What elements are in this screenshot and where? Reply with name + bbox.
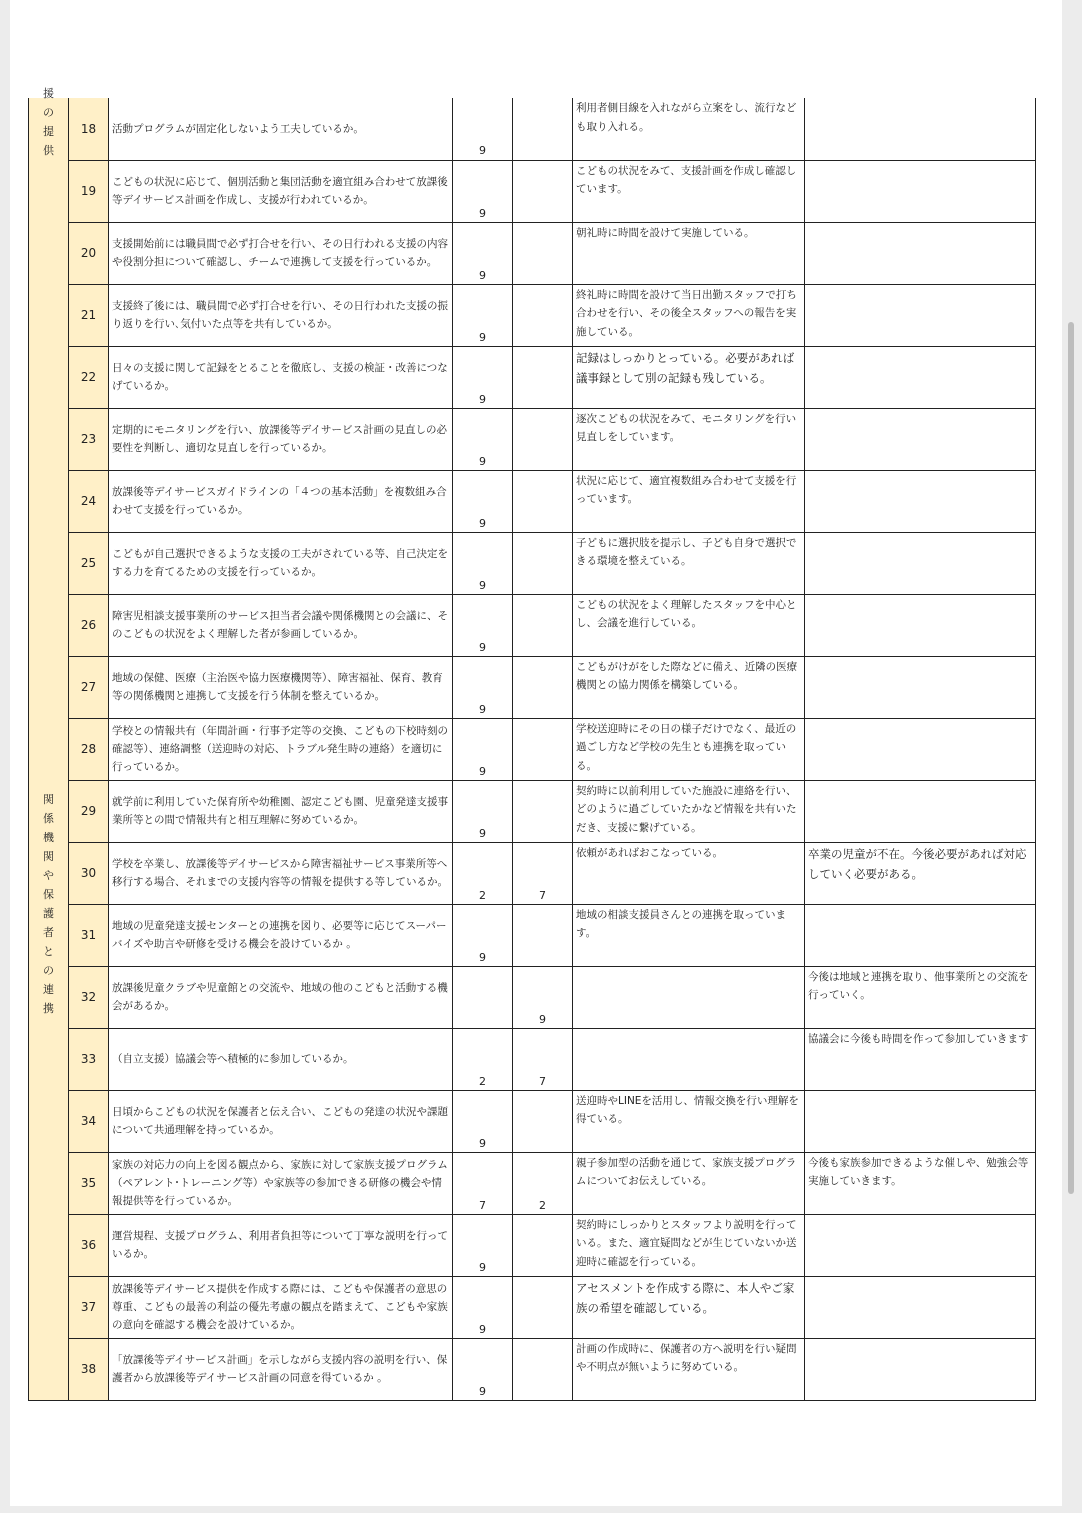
table-row xyxy=(29,656,1036,718)
status-note-cell xyxy=(573,656,805,718)
improvement-note: 協議会に今後も時間を作って参加していきます xyxy=(808,1032,1029,1045)
yes-count-box xyxy=(453,1339,512,1400)
table-row xyxy=(29,222,1036,284)
yes-count-box xyxy=(453,595,512,656)
no-count-cell xyxy=(513,284,573,346)
no-count-cell xyxy=(513,98,573,160)
improvement-cell xyxy=(805,532,1036,594)
status-note: 記録はしっかりとっている。必要があれば議事録として別の記録も残している。 xyxy=(576,350,795,385)
question-text: 放課後児童クラブや児童館との交流や、地域の他のこどもと活動する機会があるか。 xyxy=(112,982,448,1012)
question-text: 定期的にモニタリングを行い、放課後等デイサービス計画の見直しの必要性を判断し、適切な見直しを行っているか。 xyxy=(112,424,448,454)
yes-count-cell xyxy=(453,222,513,284)
question-text: 障害児相談支援事業所のサービス担当者会議や関係機関との会議に、そのこどもの状況をよく理解した者が参画しているか。 xyxy=(112,610,448,640)
no-count-box xyxy=(513,1029,572,1090)
improvement-cell xyxy=(805,718,1036,780)
row-number-cell: 36 xyxy=(69,1214,109,1276)
yes-count-box xyxy=(453,967,512,1028)
yes-count-cell xyxy=(453,718,513,780)
yes-count-cell xyxy=(453,408,513,470)
status-note xyxy=(573,967,804,1028)
question-cell xyxy=(109,966,453,1028)
improvement-note xyxy=(805,471,1035,532)
improvement-cell xyxy=(805,1152,1036,1214)
no-count-cell xyxy=(513,1338,573,1400)
yes-count: 9 xyxy=(479,454,486,468)
improvement-note xyxy=(805,1215,1035,1276)
improvement-note xyxy=(805,657,1035,718)
row-number-cell: 30 xyxy=(69,842,109,904)
yes-count: 9 xyxy=(479,764,486,778)
improvement-note: 卒業の児童が不在。今後必要があれば対応していく必要がある。 xyxy=(808,846,1027,881)
question-cell xyxy=(109,222,453,284)
yes-count-cell xyxy=(453,98,513,160)
question-cell xyxy=(109,594,453,656)
yes-count: 9 xyxy=(479,1384,486,1398)
yes-count-box xyxy=(453,533,512,594)
question-cell xyxy=(109,470,453,532)
status-note-cell xyxy=(573,222,805,284)
row-number-cell: 32 xyxy=(69,966,109,1028)
question-text: 「放課後等デイサービス計画」を示しながら支援内容の説明を行い、保護者から放課後等デイサービス計画の同意を得ているか 。 xyxy=(112,1354,448,1384)
table-row xyxy=(29,1276,1036,1338)
question-cell xyxy=(109,656,453,718)
no-count-cell xyxy=(513,532,573,594)
improvement-note xyxy=(805,161,1035,222)
status-note-cell xyxy=(573,1214,805,1276)
no-count-cell xyxy=(513,780,573,842)
no-count-box xyxy=(513,905,572,966)
yes-count: 9 xyxy=(479,516,486,530)
row-number-cell: 35 xyxy=(69,1152,109,1214)
improvement-cell xyxy=(805,284,1036,346)
improvement-cell xyxy=(805,780,1036,842)
row-number-cell: 34 xyxy=(69,1090,109,1152)
section-cell xyxy=(29,1214,69,1400)
table-row xyxy=(29,594,1036,656)
yes-count: 9 xyxy=(479,950,486,964)
question-cell xyxy=(109,1338,453,1400)
status-note-cell xyxy=(573,160,805,222)
question-text: 就学前に利用していた保育所や幼稚園、認定こども園、児童発達支援事業所等との間で情報共有と相互理解に努めているか。 xyxy=(112,796,448,826)
row-number-cell: 38 xyxy=(69,1338,109,1400)
yes-count: 9 xyxy=(479,1260,486,1274)
row-number-cell: 25 xyxy=(69,532,109,594)
table-row xyxy=(29,904,1036,966)
status-note: 送迎時やLINEを活用し、情報交換を行い理解を得ている。 xyxy=(576,1094,799,1125)
no-count-cell xyxy=(513,594,573,656)
status-note: こどもの状況をみて、支援計画を作成し確認しています。 xyxy=(576,164,797,195)
question-text: 家族の対応力の向上を図る観点から、家族に対して家族支援プログラム（ペアレント･トレーニング等）や家族等の参加できる研修の機会や情報提供等を行っているか。 xyxy=(112,1159,448,1207)
yes-count: 9 xyxy=(479,702,486,716)
question-cell xyxy=(109,532,453,594)
yes-count-cell xyxy=(453,904,513,966)
improvement-note xyxy=(805,1277,1035,1338)
improvement-cell xyxy=(805,594,1036,656)
no-count-box xyxy=(513,595,572,656)
yes-count-cell xyxy=(453,284,513,346)
yes-count: 9 xyxy=(479,330,486,344)
improvement-note xyxy=(805,347,1035,408)
status-note: 親子参加型の活動を通じて、家族支援プログラムについてお伝えしている。 xyxy=(576,1156,797,1187)
no-count-box xyxy=(513,471,572,532)
status-note-cell xyxy=(573,1028,805,1090)
no-count-box xyxy=(513,285,572,346)
yes-count: 9 xyxy=(479,640,486,654)
no-count-cell xyxy=(513,718,573,780)
status-note-cell xyxy=(573,904,805,966)
yes-count: 9 xyxy=(479,578,486,592)
status-note: こどもがけがをした際などに備え、近隣の医療機関との協力関係を構築している。 xyxy=(576,660,798,691)
table-row xyxy=(29,718,1036,780)
row-number-cell: 19 xyxy=(69,160,109,222)
yes-count-box xyxy=(453,657,512,718)
improvement-cell xyxy=(805,222,1036,284)
yes-count-cell xyxy=(453,1152,513,1214)
improvement-note xyxy=(805,781,1035,842)
yes-count-box xyxy=(453,223,512,284)
yes-count-cell xyxy=(453,470,513,532)
status-note-cell xyxy=(573,718,805,780)
no-count-box xyxy=(513,1215,572,1276)
question-text: 放課後等デイサービス提供を作成する際には、こどもや保護者の意思の尊重、こどもの最善の利益の優先考慮の観点を踏まえて、こどもや家族の意向を確認する機会を設けているか。 xyxy=(112,1283,448,1331)
yes-count-cell xyxy=(453,160,513,222)
evaluation-table xyxy=(28,87,1036,1401)
no-count-cell xyxy=(513,1028,573,1090)
question-text: 活動プログラムが固定化しないよう工夫しているか。 xyxy=(112,122,364,135)
status-note: 学校送迎時にその日の様子だけでなく、最近の過ごし方など学校の先生とも連携を取っている。 xyxy=(576,722,797,772)
row-number-cell: 33 xyxy=(69,1028,109,1090)
yes-count-box xyxy=(453,347,512,408)
question-cell xyxy=(109,408,453,470)
yes-count-cell xyxy=(453,780,513,842)
status-note: 契約時にしっかりとスタッフより説明を行っている。また、適宜疑問などが生じていないか送迎時に確認を行っている。 xyxy=(576,1218,797,1268)
yes-count-box xyxy=(453,409,512,470)
no-count-cell xyxy=(513,842,573,904)
no-count: 7 xyxy=(539,1074,546,1088)
table-row xyxy=(29,1028,1036,1090)
improvement-cell xyxy=(805,408,1036,470)
question-cell xyxy=(109,780,453,842)
improvement-note xyxy=(805,98,1035,159)
improvement-note xyxy=(805,719,1035,780)
no-count-box xyxy=(513,1091,572,1152)
status-note-cell xyxy=(573,1338,805,1400)
no-count-box xyxy=(513,223,572,284)
table-row xyxy=(29,780,1036,842)
no-count-box xyxy=(513,161,572,222)
yes-count-box xyxy=(453,161,512,222)
status-note-cell xyxy=(573,1090,805,1152)
status-note: 終礼時に時間を設けて当日出勤スタッフで打ち合わせを行い、その後全スタッフへの報告を実施している。 xyxy=(576,288,797,338)
table-row xyxy=(29,1090,1036,1152)
improvement-note xyxy=(805,409,1035,470)
question-text: こどもの状況に応じて、個別活動と集団活動を適宜組み合わせて放課後等デイサービス計画を作成し、支援が行われているか。 xyxy=(112,176,448,206)
row-number-cell: 37 xyxy=(69,1276,109,1338)
status-note: 状況に応じて、適宜複数組み合わせて支援を行っています。 xyxy=(576,474,797,505)
question-text: 放課後等デイサービスガイドラインの「４つの基本活動」を複数組み合わせて支援を行っているか。 xyxy=(112,486,447,516)
section-label: 援の提供 xyxy=(43,87,54,157)
no-count: 9 xyxy=(539,1012,546,1026)
yes-count: 9 xyxy=(479,1322,486,1336)
no-count-cell xyxy=(513,1214,573,1276)
status-note-cell xyxy=(573,532,805,594)
no-count-cell xyxy=(513,904,573,966)
status-note-cell xyxy=(573,842,805,904)
improvement-cell xyxy=(805,1276,1036,1338)
improvement-note: 今後も家族参加できるような催しや、勉強会等実施していきます。 xyxy=(808,1156,1029,1187)
status-note: アセスメントを作成する際に、本人やご家族の希望を確認している。 xyxy=(576,1280,795,1315)
question-cell xyxy=(109,1090,453,1152)
table-row xyxy=(29,346,1036,408)
yes-count-box xyxy=(453,1091,512,1152)
yes-count-box xyxy=(453,1029,512,1090)
question-cell xyxy=(109,346,453,408)
yes-count-box xyxy=(453,1277,512,1338)
no-count-box xyxy=(513,967,572,1028)
yes-count: 9 xyxy=(479,826,486,840)
row-number-cell: 31 xyxy=(69,904,109,966)
section-cell xyxy=(29,594,69,1214)
question-text: 学校との情報共有（年間計画・行事予定等の交換、こどもの下校時刻の確認等）、連絡調整（送迎時の対応、トラブル発生時の連絡）を適切に行っているか。 xyxy=(112,725,448,773)
improvement-note xyxy=(805,223,1035,284)
improvement-cell xyxy=(805,160,1036,222)
yes-count-box xyxy=(453,905,512,966)
improvement-cell xyxy=(805,470,1036,532)
yes-count-box xyxy=(453,471,512,532)
no-count-box xyxy=(513,533,572,594)
no-count-box xyxy=(513,347,572,408)
question-text: 日々の支援に関して記録をとることを徹底し、支援の検証・改善につなげているか。 xyxy=(112,362,448,392)
question-text: 日頃からこどもの状況を保護者と伝え合い、こどもの発達の状況や課題について共通理解を持っているか。 xyxy=(112,1106,448,1136)
yes-count: 2 xyxy=(479,1074,486,1088)
status-note-cell xyxy=(573,594,805,656)
question-text: 運営規程、支援プログラム、利用者負担等について丁寧な説明を行っているか。 xyxy=(112,1230,448,1260)
question-cell xyxy=(109,904,453,966)
table-row xyxy=(29,1214,1036,1276)
row-number-cell: 27 xyxy=(69,656,109,718)
row-number-cell: 22 xyxy=(69,346,109,408)
question-cell xyxy=(109,284,453,346)
yes-count-cell xyxy=(453,594,513,656)
yes-count-cell xyxy=(453,966,513,1028)
yes-count-cell xyxy=(453,1028,513,1090)
yes-count-cell xyxy=(453,1090,513,1152)
question-text: 地域の保健、医療（主治医や協力医療機関等）、障害福祉、保育、教育等の関係機関と連携して支援を行う体制を整えているか。 xyxy=(112,672,443,702)
row-number-cell: 23 xyxy=(69,408,109,470)
table-row xyxy=(29,532,1036,594)
no-count-cell xyxy=(513,1090,573,1152)
improvement-cell xyxy=(805,904,1036,966)
status-note-cell xyxy=(573,408,805,470)
table-row xyxy=(29,160,1036,222)
improvement-cell xyxy=(805,842,1036,904)
question-cell xyxy=(109,842,453,904)
yes-count: 9 xyxy=(479,268,486,282)
status-note-cell xyxy=(573,966,805,1028)
table-row xyxy=(29,284,1036,346)
improvement-cell xyxy=(805,1214,1036,1276)
question-cell xyxy=(109,1028,453,1090)
question-cell xyxy=(109,160,453,222)
status-note-cell xyxy=(573,780,805,842)
yes-count: 7 xyxy=(479,1198,486,1212)
improvement-note xyxy=(805,595,1035,656)
question-text: 支援終了後には、職員間で必ず打合せを行い、その日行われた支援の振り返りを行い､気付いた点等を共有しているか。 xyxy=(112,300,448,330)
no-count-cell xyxy=(513,656,573,718)
scrollbar-thumb[interactable] xyxy=(1068,322,1074,1194)
question-text: 学校を卒業し、放課後等デイサービスから障害福祉サービス事業所等へ移行する場合、それまでの支援内容等の情報を提供する等しているか。 xyxy=(112,858,448,888)
question-cell xyxy=(109,718,453,780)
no-count-cell xyxy=(513,346,573,408)
table-row xyxy=(29,1338,1036,1400)
no-count-box xyxy=(513,843,572,904)
no-count-box xyxy=(513,98,572,159)
table-row xyxy=(29,98,1036,160)
status-note: こどもの状況をよく理解したスタッフを中心とし、会議を進行している。 xyxy=(576,598,797,629)
no-count-box xyxy=(513,1339,572,1400)
status-note: 逐次こどもの状況をみて、モニタリングを行い見直しをしています。 xyxy=(576,412,797,443)
improvement-cell xyxy=(805,98,1036,160)
status-note: 契約時に以前利用していた施設に連絡を行い、どのように過ごしていたかなど情報を共有いただき、支援に繋げている。 xyxy=(576,784,797,834)
section-cell xyxy=(29,87,69,594)
status-note-cell xyxy=(573,98,805,160)
yes-count-box xyxy=(453,843,512,904)
improvement-cell xyxy=(805,1090,1036,1152)
yes-count: 9 xyxy=(479,392,486,406)
yes-count-cell xyxy=(453,1338,513,1400)
status-note-cell xyxy=(573,470,805,532)
status-note: 依頼があればおこなっている。 xyxy=(576,846,723,859)
improvement-note xyxy=(805,1091,1035,1152)
question-cell xyxy=(109,98,453,160)
yes-count: 9 xyxy=(479,144,486,157)
yes-count-box xyxy=(453,719,512,780)
no-count: 2 xyxy=(539,1198,546,1212)
yes-count-cell xyxy=(453,656,513,718)
improvement-note xyxy=(805,905,1035,966)
yes-count-box xyxy=(453,1153,512,1214)
status-note-cell xyxy=(573,346,805,408)
row-number-cell: 18 xyxy=(69,98,109,160)
improvement-cell xyxy=(805,346,1036,408)
no-count-box xyxy=(513,657,572,718)
table-row xyxy=(29,966,1036,1028)
table-row xyxy=(29,1152,1036,1214)
no-count-box xyxy=(513,1277,572,1338)
yes-count-box xyxy=(453,781,512,842)
row-number-cell: 20 xyxy=(69,222,109,284)
yes-count-cell xyxy=(453,1214,513,1276)
question-cell xyxy=(109,1276,453,1338)
improvement-note xyxy=(805,1339,1035,1400)
improvement-cell xyxy=(805,656,1036,718)
yes-count-cell xyxy=(453,346,513,408)
yes-count-cell xyxy=(453,1276,513,1338)
table-row xyxy=(29,408,1036,470)
table-row xyxy=(29,842,1036,904)
improvement-note xyxy=(805,533,1035,594)
improvement-note xyxy=(805,285,1035,346)
improvement-cell xyxy=(805,966,1036,1028)
yes-count: 9 xyxy=(479,1136,486,1150)
yes-count-box xyxy=(453,98,512,159)
yes-count: 9 xyxy=(479,206,486,220)
status-note-cell xyxy=(573,1276,805,1338)
no-count-cell xyxy=(513,222,573,284)
question-cell xyxy=(109,1214,453,1276)
no-count: 7 xyxy=(539,888,546,902)
no-count-box xyxy=(513,719,572,780)
improvement-note: 今後は地域と連携を取り、他事業所との交流を行っていく。 xyxy=(808,970,1029,1001)
row-number-cell: 28 xyxy=(69,718,109,780)
no-count-cell xyxy=(513,1276,573,1338)
yes-count-cell xyxy=(453,532,513,594)
table-row xyxy=(29,470,1036,532)
row-number-cell: 29 xyxy=(69,780,109,842)
question-text: こどもが自己選択できるような支援の工夫がされている等、自己決定をする力を育てるための支援を行っているか。 xyxy=(112,548,448,578)
status-note: 計画の作成時に、保護者の方へ説明を行い疑問や不明点が無いように努めている。 xyxy=(576,1342,797,1373)
yes-count-cell xyxy=(453,842,513,904)
status-note xyxy=(573,1029,804,1090)
question-text: 地域の児童発達支援センターとの連携を図り、必要等に応じてスーパーバイズや助言や研修を受ける機会を設けているか 。 xyxy=(112,920,447,950)
status-note-cell xyxy=(573,1152,805,1214)
row-number-cell: 24 xyxy=(69,470,109,532)
yes-count: 2 xyxy=(479,888,486,902)
no-count-cell xyxy=(513,1152,573,1214)
section-label: 関係機関や保護者との連携 xyxy=(43,793,54,1015)
status-note: 子どもに選択肢を提示し、子ども自身で選択できる環境を整えている。 xyxy=(576,536,797,567)
no-count-cell xyxy=(513,160,573,222)
status-note: 朝礼時に時間を設けて実施している。 xyxy=(576,226,755,239)
question-cell xyxy=(109,1152,453,1214)
no-count-box xyxy=(513,1153,572,1214)
improvement-cell xyxy=(805,1028,1036,1090)
row-number-cell: 26 xyxy=(69,594,109,656)
improvement-cell xyxy=(805,1338,1036,1400)
no-count-box xyxy=(513,781,572,842)
question-text: （自立支援）協議会等へ積極的に参加しているか。 xyxy=(112,1053,354,1065)
yes-count-box xyxy=(453,285,512,346)
question-text: 支援開始前には職員間で必ず打合せを行い、その日行われる支援の内容や役割分担について確認し、チームで連携して支援を行っているか。 xyxy=(112,238,448,268)
no-count-cell xyxy=(513,966,573,1028)
status-note: 利用者側目線を入れながら立案をし、流行なども取り入れる。 xyxy=(576,102,797,133)
no-count-cell xyxy=(513,470,573,532)
status-note-cell xyxy=(573,284,805,346)
no-count-box xyxy=(513,409,572,470)
yes-count-box xyxy=(453,1215,512,1276)
status-note: 地域の相談支援員さんとの連携を取っています。 xyxy=(576,908,786,939)
row-number-cell: 21 xyxy=(69,284,109,346)
no-count-cell xyxy=(513,408,573,470)
